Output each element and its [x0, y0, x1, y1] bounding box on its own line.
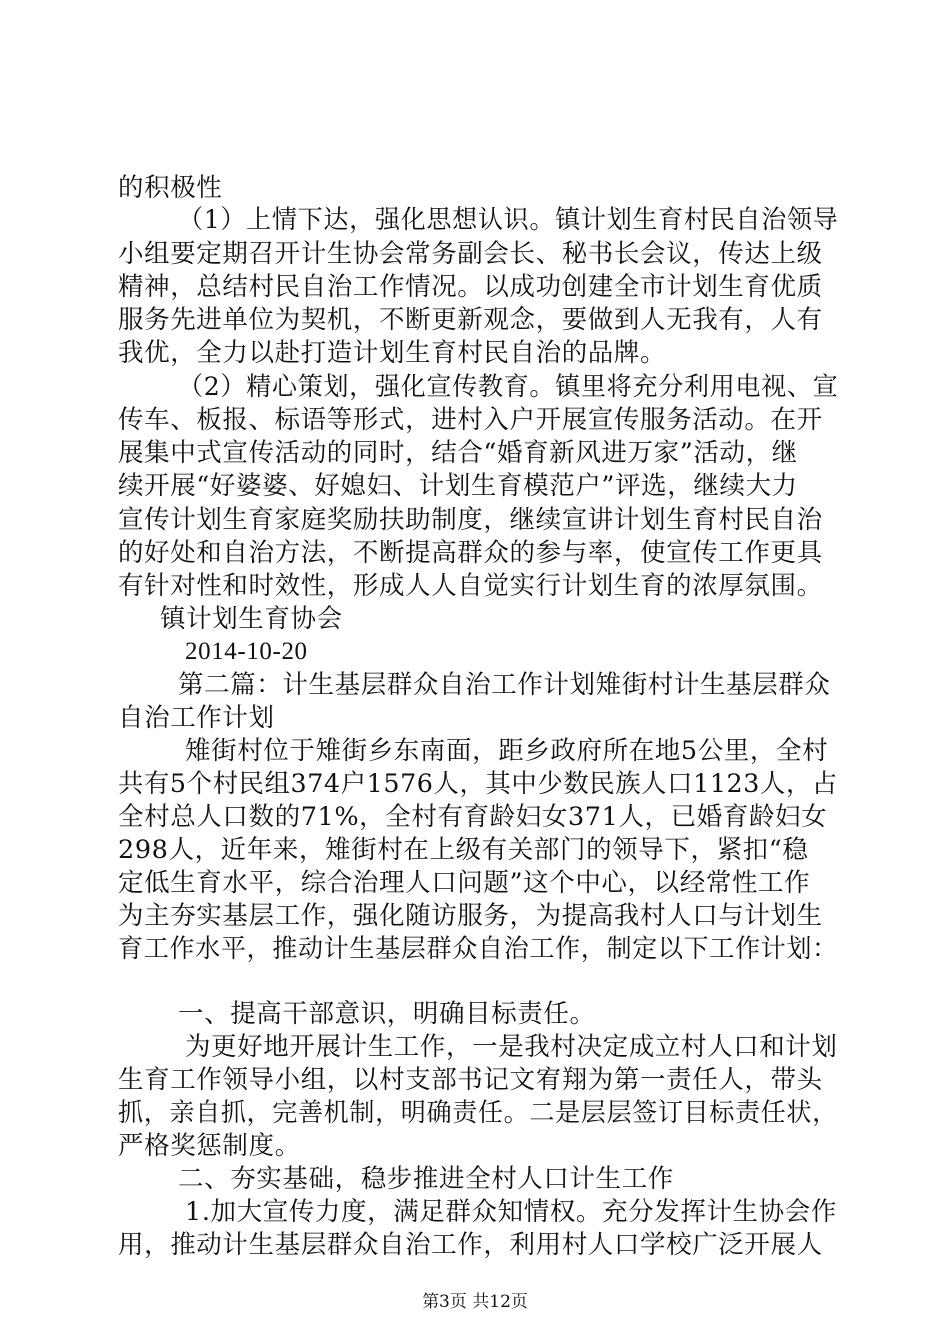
- subheading: 一、提高干部意识，明确目标责任。: [178, 999, 596, 1029]
- section-heading-cont: 自治工作计划: [118, 703, 275, 733]
- text-line: 298人，近年来，雉街村在上级有关部门的领导下，紧扣“稳: [118, 835, 809, 865]
- text-line: 抓，亲自抓，完善机制，明确责任。二是层层签订目标责任状，: [118, 1098, 838, 1128]
- text-line: 服务先进单位为契机，不断更新观念，要做到人无我有，人有: [118, 305, 823, 335]
- signature-org: 镇计划生育协会: [160, 604, 343, 634]
- text-line: 的好处和自治方法，不断提高群众的参与率，使宣传工作更具: [118, 538, 823, 568]
- text-line: 定低生育水平，综合治理人口问题”这个中心，以经常性工作: [118, 868, 811, 898]
- text-line: 为更好地开展计生工作，一是我村决定成立村人口和计划: [185, 1032, 838, 1062]
- text-line: 展集中式宣传活动的同时，结合“婚育新风进万家”活动，继: [118, 438, 798, 468]
- text-line: 雉街村位于雉街乡东南面，距乡政府所在地5公里，全村: [185, 736, 829, 766]
- text-line: （1）上情下达，强化思想认识。镇计划生育村民自治领导: [178, 205, 839, 235]
- text-line: 宣传计划生育家庭奖励扶助制度，继续宣讲计划生育村民自治: [118, 505, 823, 535]
- text-line: 共有5个村民组374户1576人，其中少数民族人口1123人，占: [118, 769, 838, 799]
- text-line: 育工作水平，推动计生基层群众自治工作，制定以下工作计划：: [118, 934, 838, 964]
- text-line: 生育工作领导小组，以村支部书记文宥翔为第一责任人，带头: [118, 1065, 823, 1095]
- text-line: 有针对性和时效性，形成人人自觉实行计划生育的浓厚氛围。: [118, 571, 823, 601]
- page-footer: 第3页 共12页: [422, 1292, 528, 1312]
- text-line: 为主夯实基层工作，强化随访服务，为提高我村人口与计划生: [118, 901, 823, 931]
- text-line: 的积极性: [118, 173, 223, 203]
- section-heading: 第二篇：计生基层群众自治工作计划雉街村计生基层群众: [178, 670, 831, 700]
- text-line: （2）精心策划，强化宣传教育。镇里将充分利用电视、宣: [178, 372, 839, 402]
- signature-date: 2014-10-20: [185, 638, 308, 665]
- text-line: 精神，总结村民自治工作情况。以成功创建全市计划生育优质: [118, 272, 823, 302]
- text-line: 传车、板报、标语等形式，进村入户开展宣传服务活动。在开: [118, 405, 823, 435]
- text-line: 用，推动计生基层群众自治工作，利用村人口学校广泛开展人: [118, 1230, 823, 1260]
- text-line: 1.加大宣传力度，满足群众知情权。充分发挥计生协会作: [185, 1197, 837, 1227]
- text-line: 小组要定期召开计生协会常务副会长、秘书长会议，传达上级: [118, 239, 823, 269]
- subheading: 二、夯实基础，稳步推进全村人口计生工作: [178, 1164, 674, 1194]
- text-line: 我优，全力以赴打造计划生育村民自治的品牌。: [118, 338, 667, 368]
- text-line: 续开展“好婆婆、好媳妇、计划生育模范户”评选，继续大力: [118, 471, 798, 501]
- text-line: 全村总人口数的71%，全村有育龄妇女371人，已婚育龄妇女: [118, 802, 828, 832]
- text-line: 严格奖惩制度。: [118, 1131, 301, 1161]
